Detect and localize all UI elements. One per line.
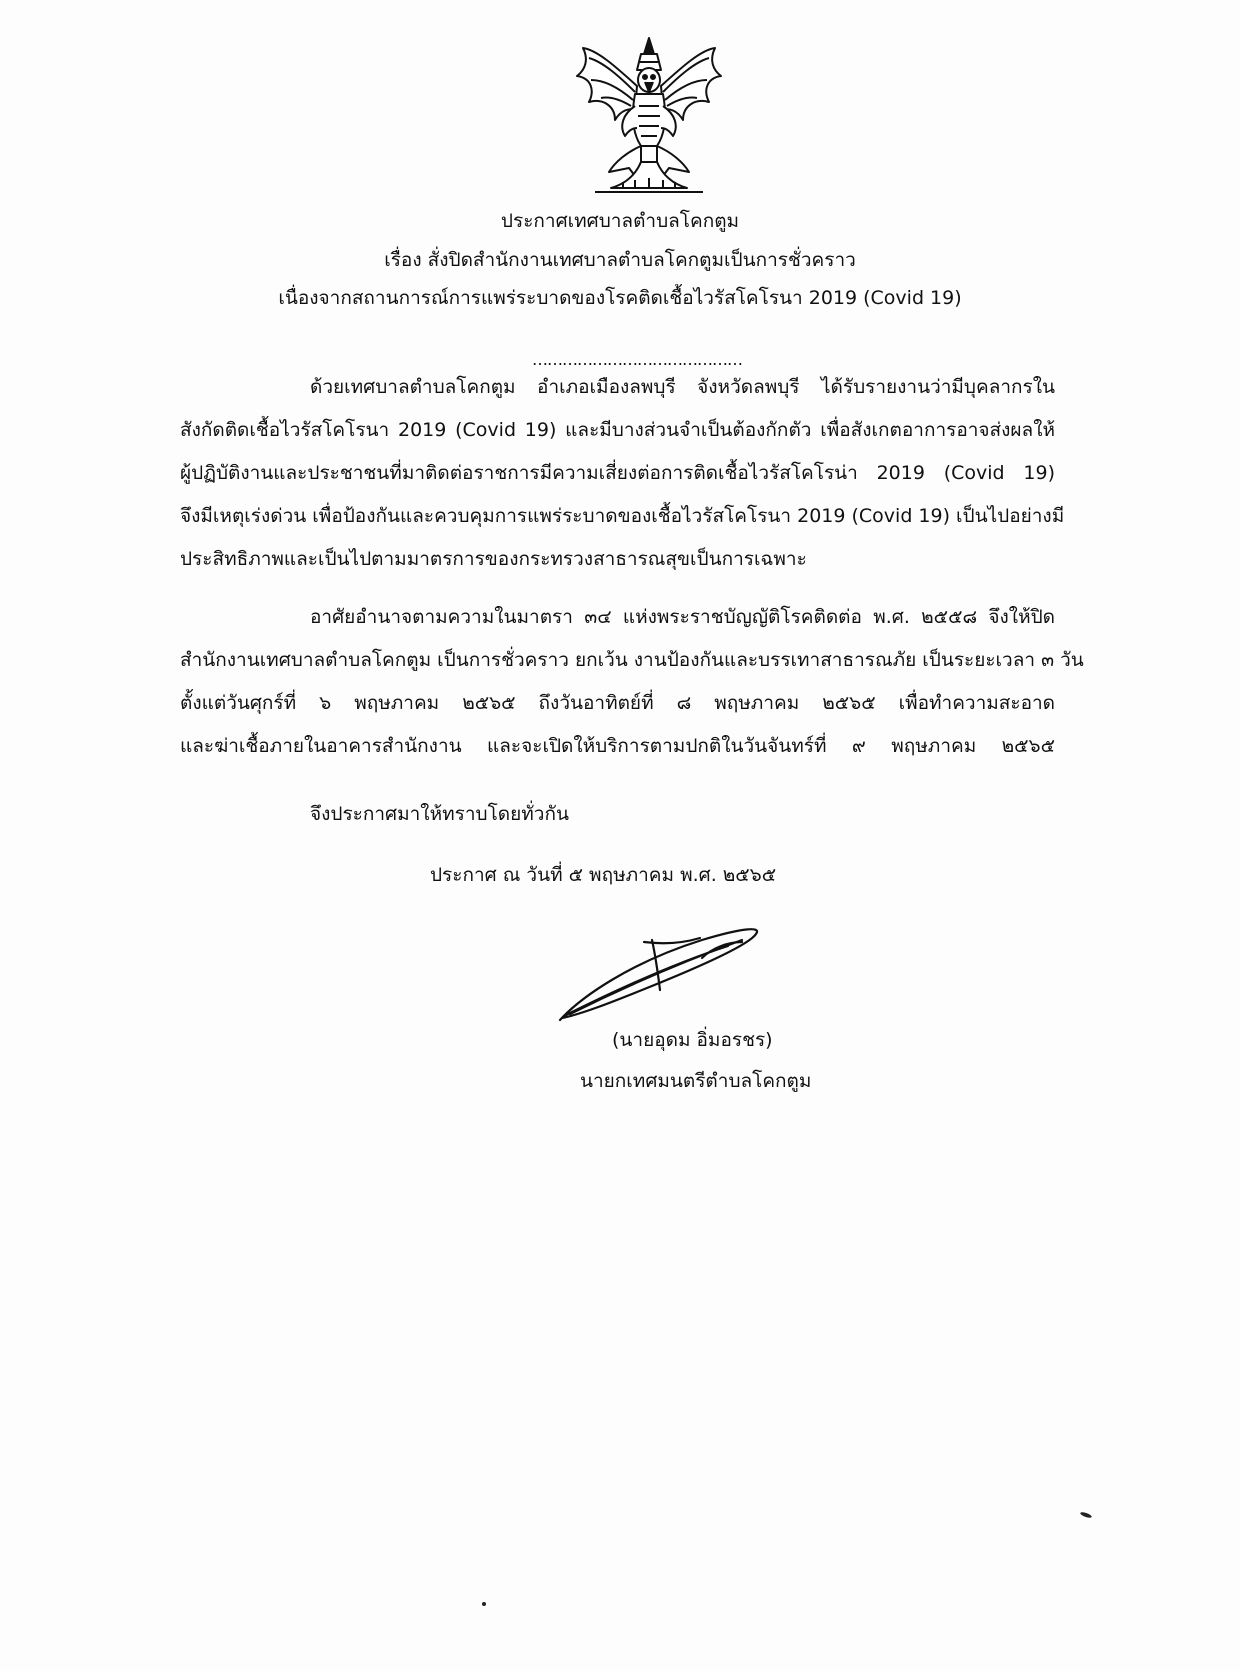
paragraph-2-line-1: อาศัยอำนาจตามความในมาตรา ๓๔ แห่งพระราชบัญญัติโรคติดต่อ พ.ศ. ๒๕๕๘ จึงให้ปิด: [310, 606, 1055, 628]
separator-dots: ……………………………………: [532, 350, 742, 369]
announcement-subject: เรื่อง สั่งปิดสำนักงานเทศบาลตำบลโคกตูมเป็นการชั่วคราว: [384, 249, 856, 271]
paragraph-1-line-5: ประสิทธิภาพและเป็นไปตามมาตรการของกระทรวงสาธารณสุขเป็นการเฉพาะ: [180, 548, 807, 570]
announcement-reason: เนื่องจากสถานการณ์การแพร่ระบาดของโรคติดเชื้อไวรัสโคโรนา 2019 (Covid 19): [278, 287, 962, 309]
paragraph-2-line-4: และฆ่าเชื้อภายในอาคารสำนักงาน และจะเปิดให้บริการตามปกติในวันจันทร์ที่ ๙ พฤษภาคม ๒๕๖๕: [180, 735, 1055, 757]
scan-speck: [1080, 1511, 1093, 1519]
paragraph-1-line-2: สังกัดติดเชื้อไวรัสโคโรนา 2019 (Covid 19) และมีบางส่วนจำเป็นต้องกักตัว เพื่อสังเกตอาการอาจส่งผลให้: [180, 419, 1055, 441]
paragraph-1-line-1: ด้วยเทศบาลตำบลโคกตูม อำเภอเมืองลพบุรี จังหวัดลพบุรี ได้รับรายงานว่ามีบุคลากรใน: [310, 376, 1055, 398]
date-line: ประกาศ ณ วันที่ ๕ พฤษภาคม พ.ศ. ๒๕๖๕: [430, 864, 777, 886]
announcement-title: ประกาศเทศบาลตำบลโคกตูม: [500, 210, 740, 232]
signer-title: นายกเทศมนตรีตำบลโคกตูม: [580, 1070, 812, 1092]
paragraph-1-line-3: ผู้ปฏิบัติงานและประชาชนที่มาติดต่อราชการมีความเสี่ยงต่อการติดเชื้อไวรัสโคโรน่า 2019 (Covid 19): [180, 462, 1055, 484]
paragraph-2-line-2: สำนักงานเทศบาลตำบลโคกตูม เป็นการชั่วคราว ยกเว้น งานป้องกันและบรรเทาสาธารณภัย เป็นระยะเวลา ๓ วัน: [180, 649, 1084, 671]
signer-name: (นายอุดม อิ่มอรชร): [612, 1029, 773, 1051]
scan-speck: [482, 1602, 486, 1606]
handwritten-signature: [552, 918, 792, 1030]
garuda-emblem-icon: [575, 36, 723, 194]
paragraph-1-line-4: จึงมีเหตุเร่งด่วน เพื่อป้องกันและควบคุมการแพร่ระบาดของเชื้อไวรัสโคโรนา 2019 (Covid 19) เป็นไปอย่างมี: [180, 505, 1065, 527]
closing-line: จึงประกาศมาให้ทราบโดยทั่วกัน: [310, 803, 569, 825]
paragraph-2-line-3: ตั้งแต่วันศุกร์ที่ ๖ พฤษภาคม ๒๕๖๕ ถึงวันอาทิตย์ที่ ๘ พฤษภาคม ๒๕๖๕ เพื่อทำความสะอาด: [180, 692, 1055, 714]
